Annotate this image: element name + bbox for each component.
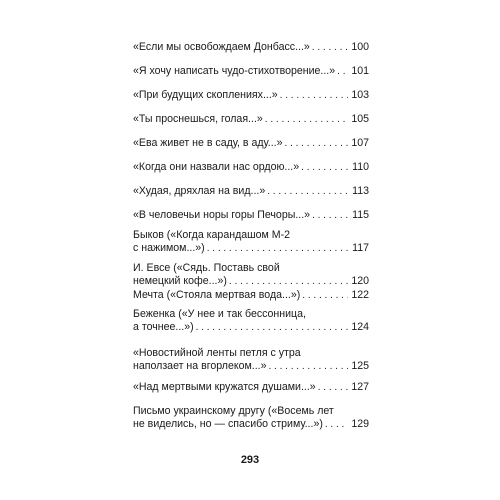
toc-entry — [133, 405, 369, 431]
toc-entry — [133, 41, 369, 54]
toc-entry-line — [133, 185, 369, 198]
toc-entry-page: 127 — [351, 381, 369, 393]
page-number: 293 — [240, 454, 260, 466]
toc-entry-title: наползает на вгорлеком...» — [133, 360, 267, 372]
toc-entry-title: «При будущих скоплениях...» — [133, 89, 278, 101]
toc-entry-line — [133, 161, 369, 174]
toc-entry-title: с нажимом...») — [133, 242, 205, 254]
dot-leader — [337, 65, 348, 78]
toc-entry-title: «Я хочу написать чудо-стихотворение...» — [133, 65, 336, 77]
toc-entry-page: 105 — [351, 113, 369, 125]
toc-entry-title: «Над мертвыми кружатся душами...» — [133, 381, 316, 393]
toc-entry-page: 110 — [352, 161, 369, 173]
dot-leader — [196, 321, 348, 334]
toc-entry-page: 117 — [352, 242, 369, 254]
toc-entry — [133, 161, 369, 174]
toc-entry-line — [133, 289, 369, 302]
toc-entry-line — [133, 381, 369, 394]
toc-entry-title-first-line: И. Евсе («Сядь. Поставь свой — [133, 262, 280, 274]
toc-entry-line — [133, 137, 369, 150]
toc-entry-title: не виделись, но — спасибо стриму...») — [133, 418, 323, 430]
toc-entry-line — [133, 275, 369, 288]
toc-entry-page: 103 — [351, 89, 369, 101]
toc-entry-title: «Если мы освобождаем Донбасс...» — [133, 41, 310, 53]
toc-entry-line — [133, 418, 369, 431]
toc-entry-title-first-line: Письмо украинскому другу («Восемь лет — [133, 405, 334, 417]
dot-leader — [280, 89, 348, 102]
dot-leader — [302, 289, 348, 302]
dot-leader — [325, 418, 348, 431]
toc-entry-line — [133, 89, 369, 102]
dot-leader — [229, 275, 348, 288]
toc-entry-line — [133, 65, 369, 78]
toc-entry-title: «Ева живет не в саду, в аду...» — [133, 137, 283, 149]
toc-entry-line — [133, 209, 369, 222]
toc-entry-title: немецкий кофе...») — [133, 275, 227, 287]
toc-entry — [133, 137, 369, 150]
toc-entry-line — [133, 360, 369, 373]
toc-entry-line — [133, 321, 369, 334]
toc-entry-title: «Худая, дряхлая на вид...» — [133, 185, 266, 197]
toc-entry-line — [133, 113, 369, 126]
toc-entry — [133, 113, 369, 126]
toc-entry-page: 124 — [351, 321, 369, 333]
toc-entry-title: Мечта («Стояла мертвая вода...») — [133, 289, 301, 301]
dot-leader — [207, 242, 348, 255]
toc-entry-title-first-line: «Новостийной ленты петля с утра — [133, 347, 301, 359]
dot-leader — [318, 381, 348, 394]
toc-entry — [133, 229, 369, 255]
toc-entry-line — [133, 242, 369, 255]
toc-entry — [133, 209, 369, 222]
dot-leader — [285, 137, 348, 150]
toc-entry — [133, 381, 369, 394]
toc-entry-title: «В человечьи норы горы Печоры...» — [133, 209, 311, 221]
toc-entry-page: 107 — [351, 137, 369, 149]
toc-entry — [133, 185, 369, 198]
toc-entry-page: 100 — [351, 41, 369, 53]
toc-entry-page: 122 — [351, 289, 369, 301]
toc-entry-page: 113 — [352, 185, 369, 197]
toc-entry — [133, 308, 369, 334]
toc-entry-title: «Ты проснешься, голая...» — [133, 113, 263, 125]
toc-entry — [133, 65, 369, 78]
toc-entry — [133, 289, 369, 302]
toc-entry — [133, 89, 369, 102]
toc-entry-title: «Когда они назвали нас ордою...» — [133, 161, 300, 173]
dot-leader — [269, 360, 349, 373]
toc-entry — [133, 262, 369, 288]
table-of-contents — [133, 0, 369, 500]
dot-leader — [267, 185, 348, 198]
dot-leader — [301, 161, 348, 174]
toc-entry-title-first-line: Беженка («У нее и так бессонница, — [133, 308, 306, 320]
toc-entry — [133, 347, 369, 373]
toc-entry-title: а точнее...») — [133, 321, 194, 333]
toc-entry-page: 120 — [351, 275, 369, 287]
toc-entry-line — [133, 41, 369, 54]
dot-leader — [265, 113, 348, 126]
dot-leader — [312, 209, 348, 222]
toc-entry-title-first-line: Быков («Когда карандашом М-2 — [133, 229, 290, 241]
toc-entry-page: 115 — [352, 209, 369, 221]
toc-entry-page: 101 — [351, 65, 369, 77]
dot-leader — [312, 41, 348, 54]
toc-entry-page: 125 — [351, 360, 369, 372]
toc-entry-page: 129 — [351, 418, 369, 430]
